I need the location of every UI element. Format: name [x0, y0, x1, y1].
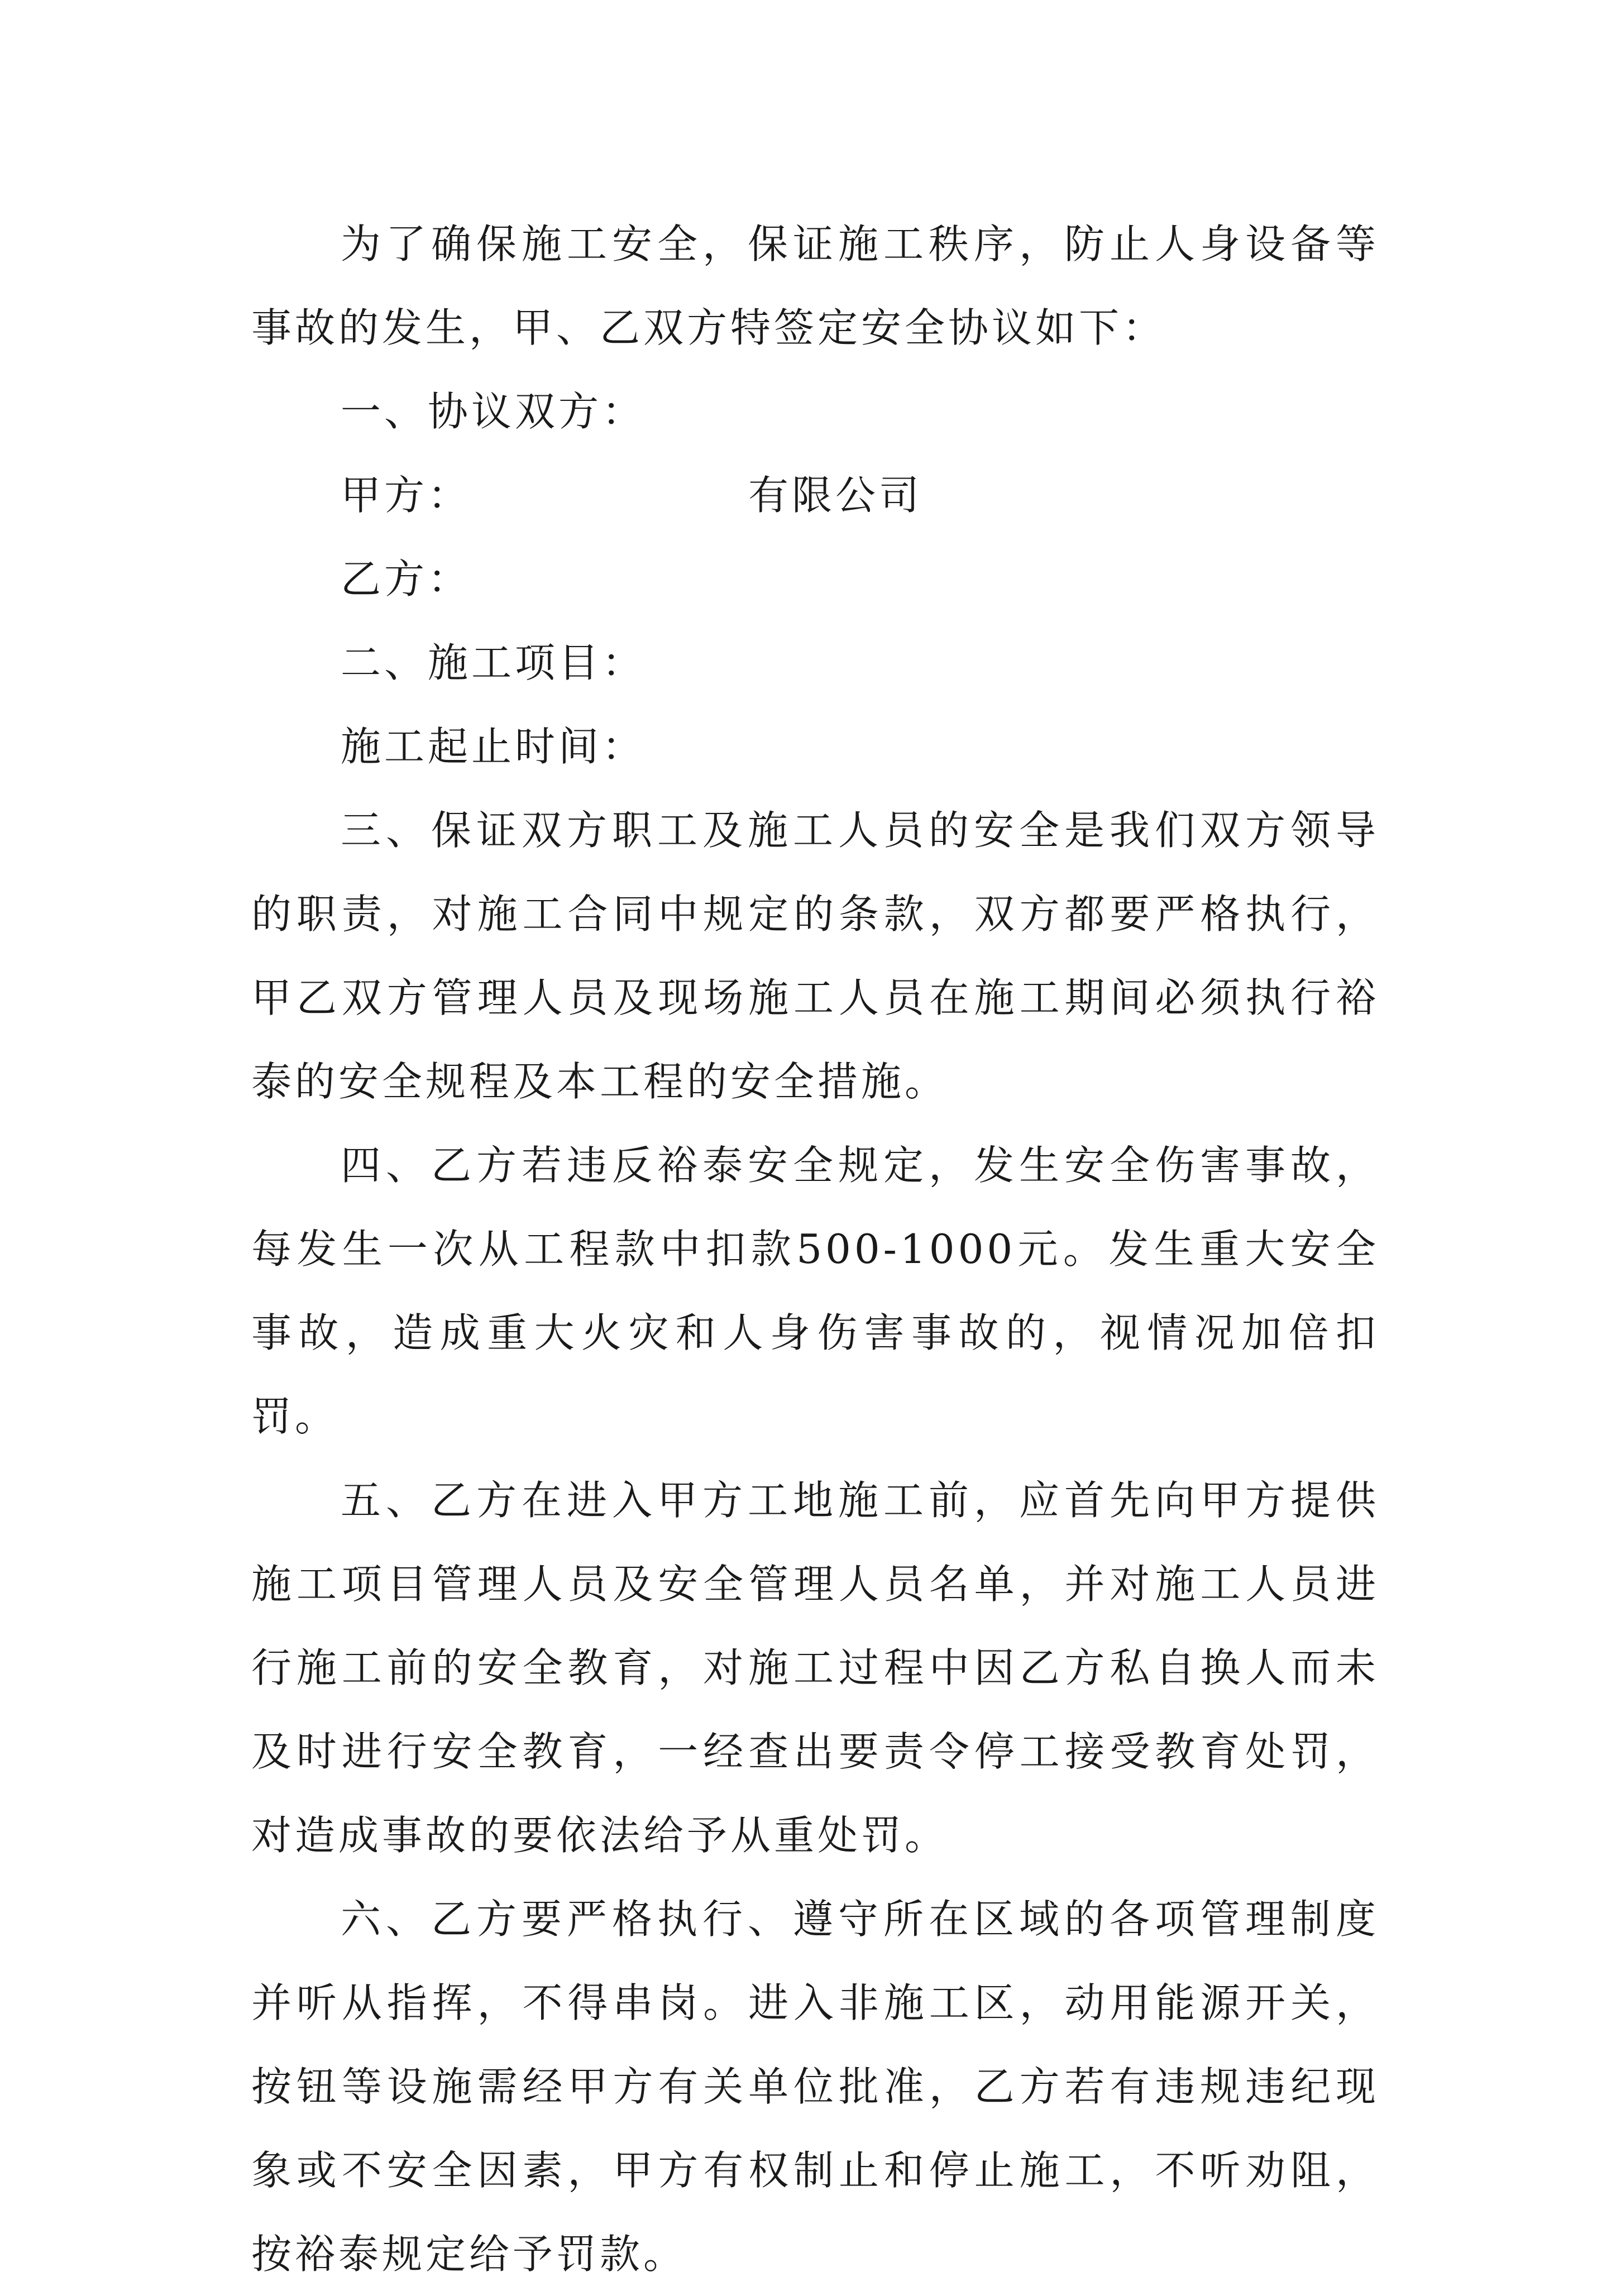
party-b-label: 乙方：: [341, 556, 472, 602]
section-2-heading: 二、施工项目：: [341, 639, 646, 686]
document-body: [251, 202, 1379, 2296]
intro-paragraph: 为了确保施工安全，保证施工秩序，防止人身设备等事故的发生，甲、乙双方特签定安全协议如下：: [251, 221, 1379, 351]
party-a-row: [251, 453, 1379, 537]
section-6-paragraph: 六、乙方要严格执行、遵守所在区域的各项管理制度并听从指挥，不得串岗。进入非施工区，动用能源开关，按钮等设施需经甲方有关单位批准，乙方若有违规违纪现象或不安全因素，甲方有权制止和停止施工，不听劝阻，按裕泰规定给予罚款。: [251, 1896, 1379, 2278]
section-3-paragraph: 三、保证双方职工及施工人员的安全是我们双方领导的职责，对施工合同中规定的条款，双方都要严格执行，甲乙双方管理人员及现场施工人员在施工期间必须执行裕泰的安全规程及本工程的安全措施。: [251, 807, 1379, 1105]
construction-period-label: 施工起止时间：: [341, 723, 646, 770]
section-4-paragraph: 四、乙方若违反裕泰安全规定，发生安全伤害事故，每发生一次从工程款中扣款500-1000元。发生重大安全事故，造成重大火灾和人身伤害事故的，视情况加倍扣罚。: [251, 1142, 1379, 1440]
party-a-label: 甲方：: [341, 472, 472, 519]
section-1-heading: 一、协议双方：: [341, 388, 646, 435]
party-a-value: 有限公司: [748, 472, 923, 519]
section-5-paragraph: 五、乙方在进入甲方工地施工前，应首先向甲方提供施工项目管理人员及安全管理人员名单，并对施工人员进行施工前的安全教育，对施工过程中因乙方私自换人而未及时进行安全教育，一经查出要责令停工接受教育处罚，对造成事故的要依法给予从重处罚。: [251, 1477, 1379, 1859]
